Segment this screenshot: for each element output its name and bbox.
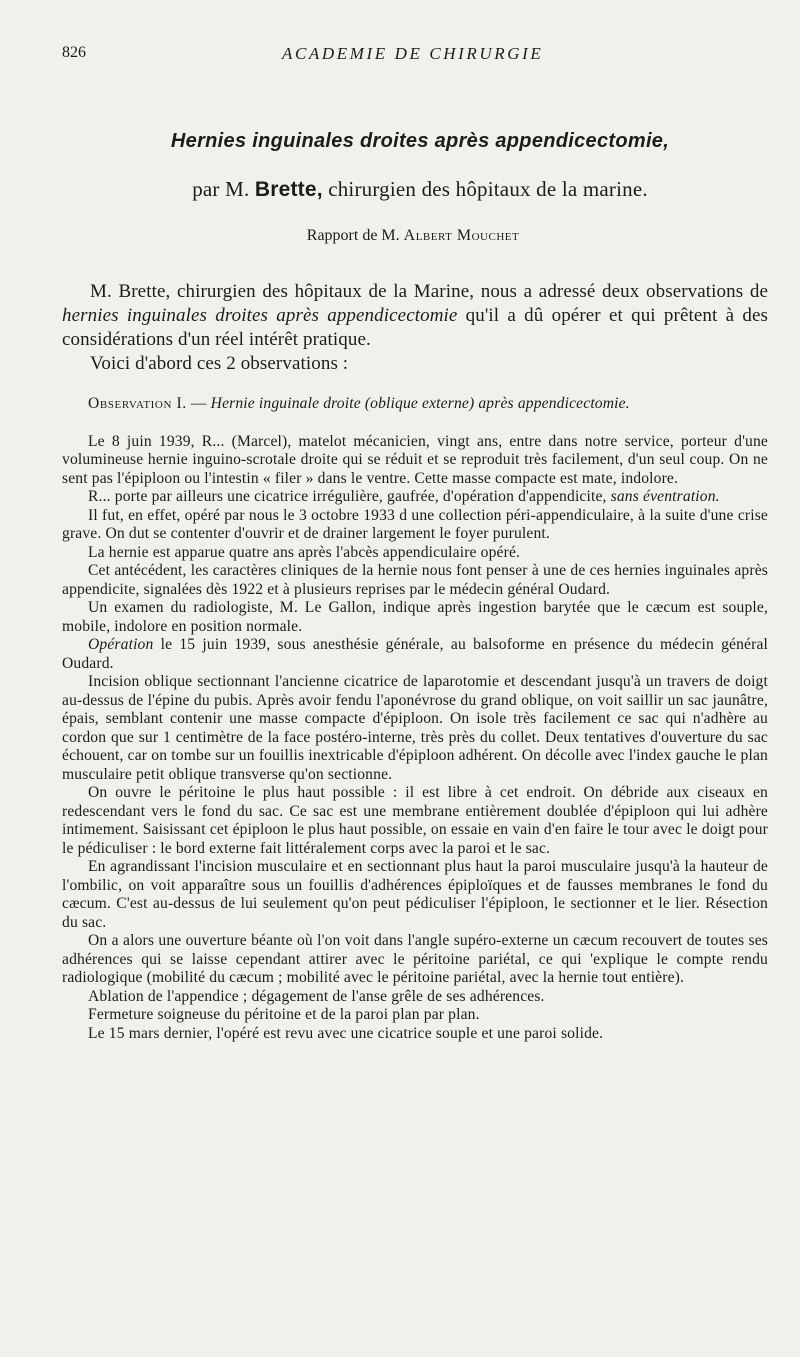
paragraph: Cet antécédent, les caractères cliniques de la hernie nous font penser à une de ces hernies inguinales après appendicite, signalées dès 1922 et à plusieurs reprises par le médecin général Oudard. [62,562,768,598]
paragraph: La hernie est apparue quatre ans après l'abcès appendiculaire opéré. [88,543,521,561]
observation-heading [62,395,768,414]
article-title: Hernies inguinales droites après appendicectomie, [170,130,670,152]
observation-dash: — [186,395,211,412]
intro-paragraph [62,280,768,352]
article-byline [0,177,800,202]
operation-label: Opération [88,636,154,653]
paragraph: On ouvre le péritoine le plus haut possible : il est libre à cet endroit. On débride aux ciseaux en redescendant vers le fond du sac. Ce sac est une membrane entièrement doublée d'épiploon qui lui adhère intimement. Saisissant cet épiploon le plus haut possible, on essaie en vain d'en faire le tour avec le doigt pour le pédiculiser : le bord externe fait littéralement corps avec la paroi et le sac. [62,784,768,857]
introduction [62,280,768,376]
running-head: ACADEMIE DE CHIRURGIE [282,44,544,63]
intro-text-1: M. Brette, chirurgien des hôpitaux de la Marine, nous a adressé deux observations de [90,281,768,302]
paragraph [62,636,768,673]
paragraph-emphasis: sans éventration. [610,488,720,505]
intro-paragraph-2: Voici d'abord ces 2 observations : [90,353,349,374]
report-prefix: Rapport de M. [306,227,404,244]
report-line [0,227,800,245]
author-name: Brette, [254,178,323,201]
observation-label: Observation I. [88,395,187,412]
paragraph [62,488,768,507]
reporter-name: Albert Mouchet [403,227,520,244]
paragraph: Fermeture soigneuse du péritoine et de la paroi plan par plan. [88,1006,480,1023]
paragraph: En agrandissant l'incision musculaire et en sectionnant plus haut la paroi musculaire jusqu'à la hauteur de l'ombilic, on voit apparaître sous un fouillis d'adhérences épiploïques et de fausses membranes le fond du cæcum. C'est au-dessus de lui seulement qu'on peut pédiculiser l'épiploon, le sectionner et le lier. Résection du sac. [62,858,768,931]
paragraph-text: le 15 juin 1939, sous anesthésie générale, au balsoforme en présence du médecin général Oudard. [62,636,768,672]
paragraph-text: R... porte par ailleurs une cicatrice irrégulière, gaufrée, d'opération d'appendicite, [88,488,611,505]
intro-text-2: qu'il a dû opérer et qui prêtent à des considérations d'un réel intérêt pratique. [62,305,768,350]
paragraph: Ablation de l'appendice ; dégagement de l'anse grêle de ses adhérences. [88,987,545,1005]
paragraph: Il fut, en effet, opéré par nous le 3 octobre 1933 d une collection péri-appendiculaire, à la suite d'une crise grave. On dut se contenter d'ouvrir et de drainer largement le foyer purulent. [62,506,768,542]
intro-emphasis: hernies inguinales droites après appendicectomie [62,305,458,326]
paragraph: Un examen du radiologiste, M. Le Gallon, indique après ingestion barytée que le cæcum est souple, mobile, indolore en position normale. [62,599,768,635]
page-number: 826 [62,44,86,61]
byline-prefix: par M. [192,177,255,201]
paragraph: Le 15 mars dernier, l'opéré est revu avec une cicatrice souple et une paroi solide. [88,1024,604,1042]
observation-title: Hernie inguinale droite (oblique externe) après appendicectomie. [210,395,630,412]
byline-suffix: chirurgien des hôpitaux de la marine. [322,177,648,201]
paragraph: Le 8 juin 1939, R... (Marcel), matelot mécanicien, vingt ans, entre dans notre service, porteur d'une volumineuse hernie inguino-scrotale droite qui se réduit et se reproduit très facilement, d'un seul coup. On ne sent pas l'épiploon ou l'intestin « filer » dans le ventre. Cette masse compacte est mate, indolore. [62,432,768,487]
paragraph: On a alors une ouverture béante où l'on voit dans l'angle supéro-externe un cæcum recouvert de toutes ses adhérences qui se laisse cependant attirer avec le péritoine pariétal, ce qui 'explique le compte rendu radiologique (mobilité du cæcum ; mobilité avec le péritoine pariétal, avec la hernie tout entière). [62,932,768,986]
observation-body [62,395,768,1043]
page-header [62,44,760,70]
paragraph: Incision oblique sectionnant l'ancienne cicatrice de laparotomie et descendant jusqu'à un travers de doigt au-dessus de l'épine du pubis. Après avoir fendu l'aponévrose du grand oblique, on voit saillir un sac jaunâtre, épais, semblant contenir une masse compacte d'épiploon. On isole très facilement ce sac qui n'adhère au cordon que sur 1 centimètre de la face postéro-interne, très près du collet. Deux tentatives d'ouverture du sac échouent, car on tombe sur un fouillis inextricable d'épiploon adhérent. On décolle avec l'index gauche le plan musculaire petit oblique transverse qu'on sectionne. [62,673,768,783]
